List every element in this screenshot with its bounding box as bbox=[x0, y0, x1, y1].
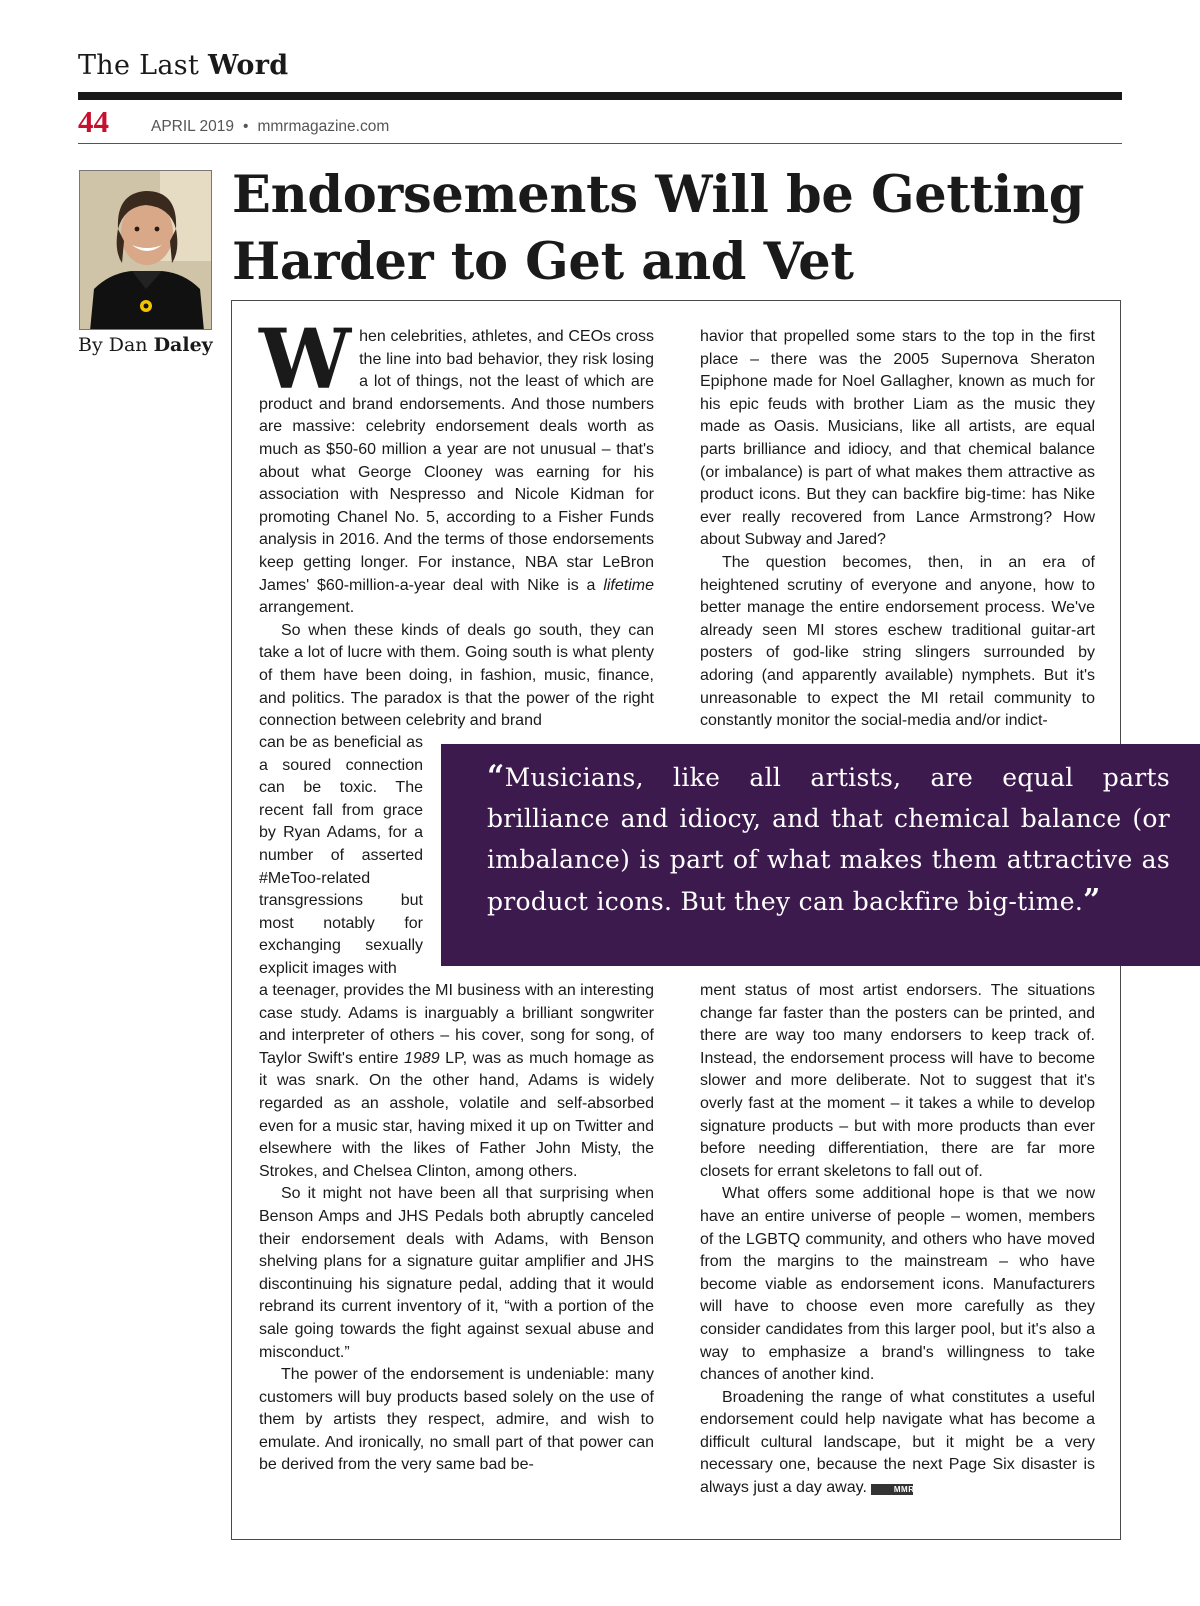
drop-cap: W bbox=[259, 312, 352, 408]
page-number: 44 bbox=[78, 104, 109, 139]
header-rule-thin bbox=[78, 143, 1122, 144]
section-title-prefix: The Last bbox=[78, 50, 208, 81]
paragraph-6: The question becomes, then, in an era of heightened scrutiny of everyone and anyone, how to better manage the entire endorsement process. We've already seen MI stores eschew traditional guitar-art posters of god-like string slingers surrounded by adoring (and apparently available) nymphets. But it's unreasonable to expect the MI retail community to constantly monitor the social-media and/or indict- bbox=[700, 553, 1095, 730]
issue-date: APRIL 2019 bbox=[151, 118, 235, 135]
header-rule-thick bbox=[78, 92, 1122, 100]
headline: Endorsements Will be Getting Harder to Get and Vet bbox=[232, 165, 1085, 292]
paragraph-8 bbox=[700, 1387, 1095, 1500]
byline-prefix: By Dan bbox=[78, 334, 154, 356]
issue-separator: • bbox=[243, 118, 249, 135]
paragraph-2-cont-text: a teenager, provides the MI business with an interesting case study. Adams is inarguably a brilliant songwriter and interpreter of others – his cover, song for song, of Taylor Swift's entire bbox=[259, 982, 654, 1067]
column-left-narrow bbox=[259, 732, 423, 981]
issue-line bbox=[151, 118, 389, 136]
paragraph-3: So it might not have been all that surprising when Benson Amps and JHS Pedals both abruptly canceled their endorsement deals with Adams, with Benson shelving plans for a signature guitar amplifier and JHS discontinuing his signature pedal, adding that it would rebrand its current inventory of it, “with a portion of the sale going towards the fight against sexual abuse and misconduct.” bbox=[259, 1185, 654, 1361]
paragraph-5: havior that propelled some stars to the top in the first place – there was the 2005 Supernova Sheraton Epiphone made for Noel Gallagher, known as much for his epic feuds with brother Liam as the music they made as Oasis. Musicians, like all artists, are equal parts brilliance and idiocy, and that chemical balance (or imbalance) is part of what makes them attractive as product icons. But they can backfire big-time: has Nike ever really recovered from Lance Armstrong? How about Subway and Jared? bbox=[700, 328, 1095, 549]
column-right-top bbox=[700, 326, 1095, 733]
pull-quote bbox=[441, 744, 1200, 966]
paragraph-4: The power of the endorsement is undeniable: many customers will buy products based solely on the use of them by artists they respect, admire, and wish to emulate. And ironically, no small part of that power can be derived from the very same bad be- bbox=[259, 1366, 654, 1474]
paragraph-6-continued: ment status of most artist endorsers. The situations change far faster than the posters can be printed, and there are way too many endorsers to keep track of. Instead, the endorsement process will have to become slower and more deliberate. Not to suggest that it's overly fast at the moment – it takes a while to develop signature products – but with more products than ever before needing differentiation, there are far more closets for errant skeletons to fall out of. bbox=[700, 982, 1095, 1180]
paragraph-2-end: LP, was as much homage as it was snark. On the other hand, Adams is widely regarded as an asshole, volatile and self-absorbed even for a music star, having mixed it up on Twitter and elsewhere with the likes of Father John Misty, the Strokes, and Chelsea Clinton, among others. bbox=[259, 1049, 655, 1180]
byline-last-name: Daley bbox=[153, 334, 213, 356]
column-left-bottom bbox=[259, 980, 654, 1477]
paragraph-8-text: Broadening the range of what constitutes a useful endorsement could help navigate what has become a difficult cultural landscape, but it might be a very necessary one, because the next Page Six disaster is always just a day away. bbox=[700, 1388, 1095, 1497]
byline bbox=[78, 334, 213, 356]
website: mmrmagazine.com bbox=[257, 118, 390, 135]
column-right-bottom bbox=[700, 980, 1095, 1500]
author-photo bbox=[79, 170, 212, 330]
paragraph-1-italic: lifetime bbox=[603, 576, 654, 594]
paragraph-1 bbox=[259, 312, 654, 620]
paragraph-2-continued bbox=[259, 980, 654, 1183]
section-title bbox=[78, 50, 288, 81]
close-quote-mark: ” bbox=[1083, 883, 1101, 918]
column-left-top bbox=[259, 312, 654, 733]
section-title-bold: Word bbox=[207, 50, 289, 81]
pull-quote-body: Musicians, like all artists, are equal parts brilliance and idiocy, and that chemical balance (or imbalance) is part of what makes them attractive as product icons. But they can backfire big-time. bbox=[487, 763, 1170, 916]
paragraph-7: What offers some additional hope is that we now have an entire universe of people – women, members of the LGBTQ community, and others who have moved from the margins to the mainstream – who have become viable as endorsement icons. Manufacturers will have to choose even more carefully as they consider candidates from this larger pool, but it's also a way to emphasize a brand's willingness to take chances of another kind. bbox=[700, 1185, 1095, 1384]
paragraph-2-italic: 1989 bbox=[404, 1049, 440, 1067]
paragraph-1-end: arrangement. bbox=[259, 599, 355, 617]
paragraph-2: So when these kinds of deals go south, they can take a lot of lucre with them. Going south is what plenty of them have been doing, in fashion, music, finance, and politics. The paradox is that the power of the right connection between celebrity and brand bbox=[259, 621, 654, 730]
open-quote-mark: “ bbox=[487, 759, 505, 794]
end-mark-icon: MMR bbox=[871, 1484, 913, 1495]
author-portrait-illustration bbox=[80, 171, 212, 330]
pull-quote-text bbox=[487, 756, 1170, 922]
paragraph-1-text: hen celebrities, athletes, and CEOs cross the line into bad behavior, they risk losing a lot of things, not the least of which are product and brand endorsements. And those numbers are massive: celebrity endorsement deals worth as much as $50-60 million a year are not unusual – that's about what George Clooney was earning for his association with Nespresso and Nicole Kidman for promoting Chanel No. 5, according to a Fisher Funds analysis in 2016. And the terms of those endorsements keep getting longer. For instance, NBA star LeBron James' $60-million-a-year deal with Nike is a bbox=[259, 328, 654, 594]
paragraph-2-narrow: can be as beneficial as a soured connection can be toxic. The recent fall from grace by Ryan Adams, for a number of asserted #MeToo-related transgressions but most notably for exchanging sexually explicit images with bbox=[259, 734, 423, 977]
